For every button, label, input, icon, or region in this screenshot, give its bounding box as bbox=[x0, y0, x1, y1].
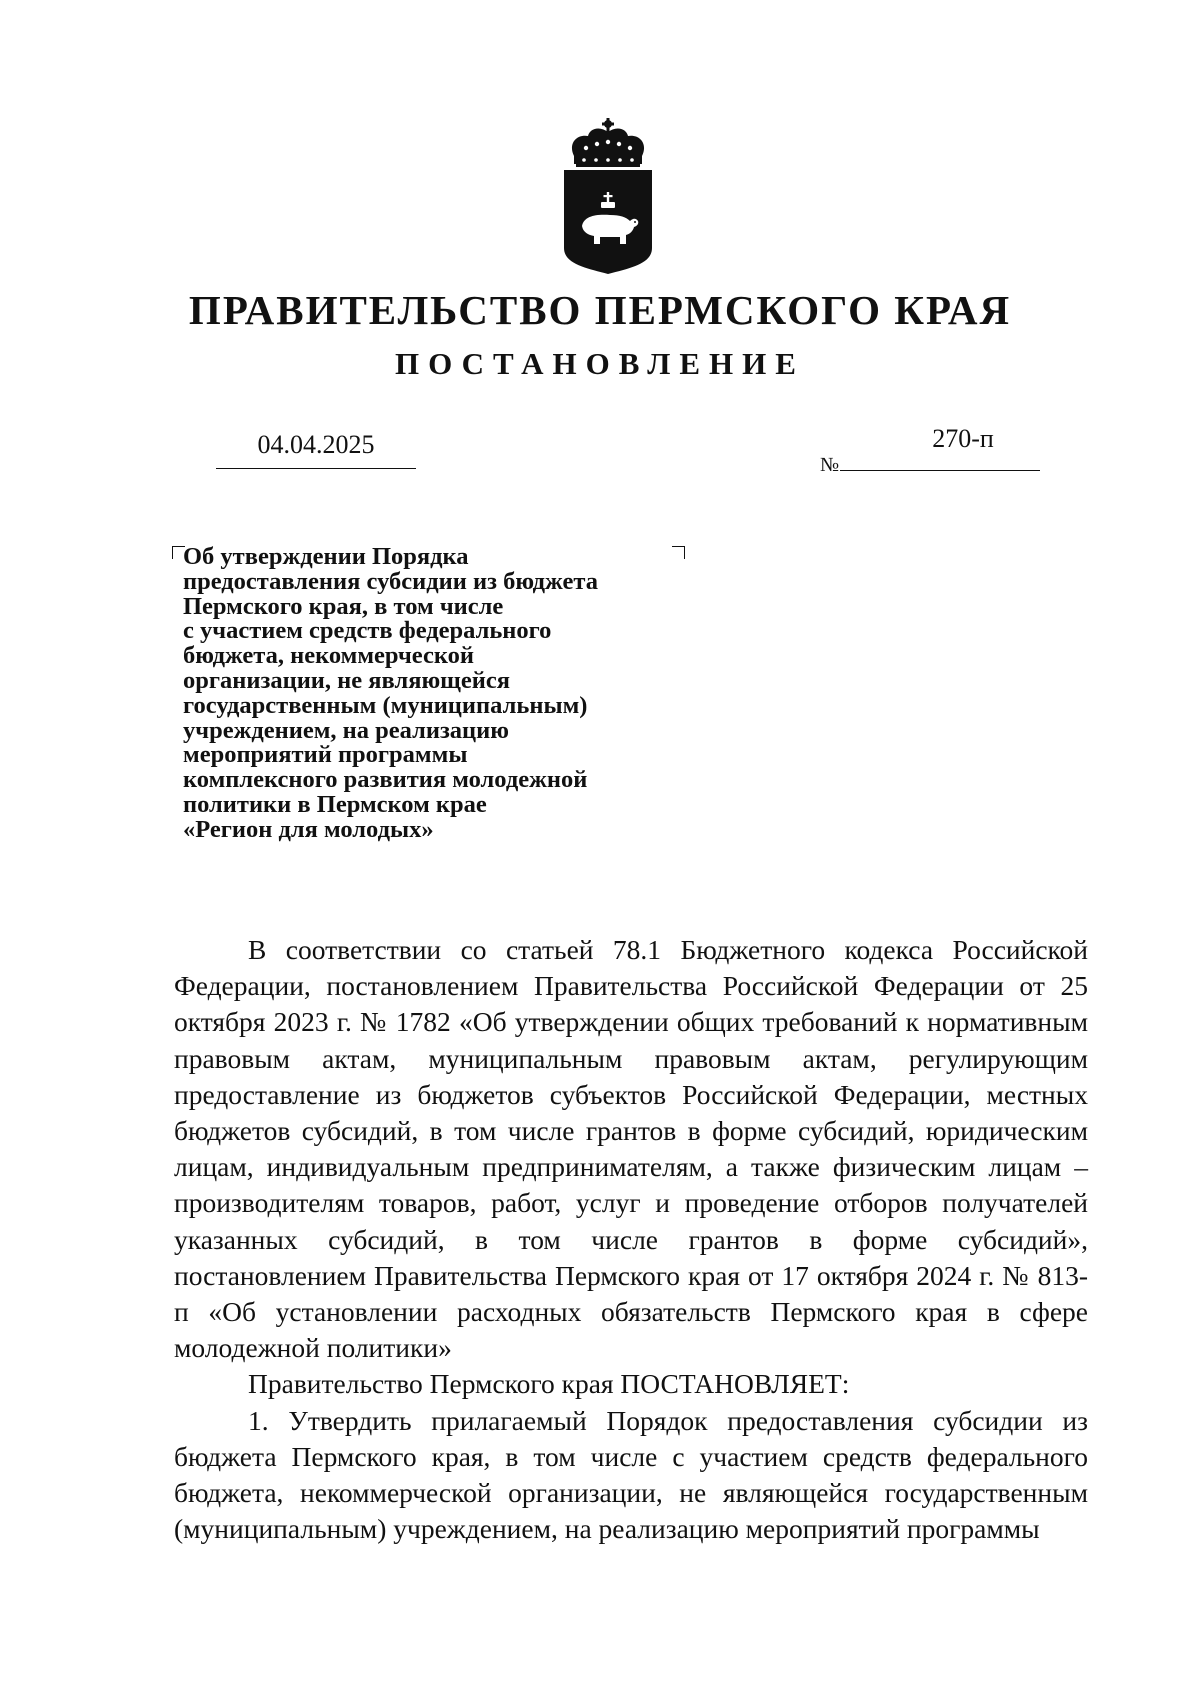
subject-line: с участием средств федерального bbox=[183, 617, 552, 645]
number-sign: № bbox=[820, 454, 840, 476]
subject-line: бюджета, некоммерческой bbox=[183, 642, 474, 670]
subject-line: предоставления субсидии из бюджета bbox=[183, 567, 598, 595]
subject-line: «Регион для молодых» bbox=[183, 815, 434, 843]
document-subject bbox=[183, 545, 683, 843]
subject-line: учреждением, на реализацию bbox=[183, 716, 510, 744]
subject-line: политики в Пермском крае bbox=[183, 790, 487, 818]
number-value: 270-п bbox=[932, 424, 994, 453]
subject-line: организации, не являющейся bbox=[183, 666, 510, 694]
document-type: ПОСТАНОВЛЕНИЕ bbox=[395, 346, 805, 381]
item-1-paragraph: 1. Утвердить прилагаемый Порядок предоставления субсидии из бюджета Пермского края, в том числе с участием средств федерального бюджета, некоммерческой организации, не являющейся государственным (муниципальным) учреждением, на реализацию мероприятий программы bbox=[174, 1404, 1088, 1545]
subject-line: Пермского края, в том числе bbox=[183, 592, 504, 620]
document-date bbox=[216, 430, 416, 469]
subject-line: комплексного развития молодежной bbox=[183, 766, 588, 794]
subject-line: Об утверждении Порядка bbox=[183, 543, 469, 570]
preamble-paragraph: В соответствии со статьей 78.1 Бюджетного кодекса Российской Федерации, постановлением Правительства Российской Федерации от 25 октября 2023 г. № 1782 «Об утверждении общих требований к нормативным правовым актам, муниципальным правовым актам, регулирующим предоставление из бюджетов субъектов Российской Федерации, местных бюджетов субсидий, в том числе грантов в форме субсидий, юридическим лицам, индивидуальным предпринимателям, а также физическим лицам – производителям товаров, работ, услуг и проведение отборов получателей указанных субсидий, в том числе грантов в форме субсидий», постановлением Правительства Пермского края от 17 октября 2024 г. № 813-п «Об установлении расходных обязательств Пермского края в сфере молодежной политики» bbox=[174, 934, 1088, 1364]
document-number bbox=[820, 424, 1040, 474]
number-underline bbox=[840, 470, 1040, 471]
organization-title: ПРАВИТЕЛЬСТВО ПЕРМСКОГО КРАЯ bbox=[188, 287, 1012, 333]
date-underline bbox=[216, 468, 416, 469]
date-value: 04.04.2025 bbox=[257, 430, 375, 459]
perm-krai-coat-of-arms-icon bbox=[560, 118, 656, 274]
document-body bbox=[174, 932, 1088, 1547]
subject-line: мероприятий программы bbox=[183, 741, 468, 769]
decree-paragraph: Правительство Пермского края ПОСТАНОВЛЯЕТ: bbox=[248, 1368, 850, 1400]
subject-line: государственным (муниципальным) bbox=[183, 691, 588, 719]
